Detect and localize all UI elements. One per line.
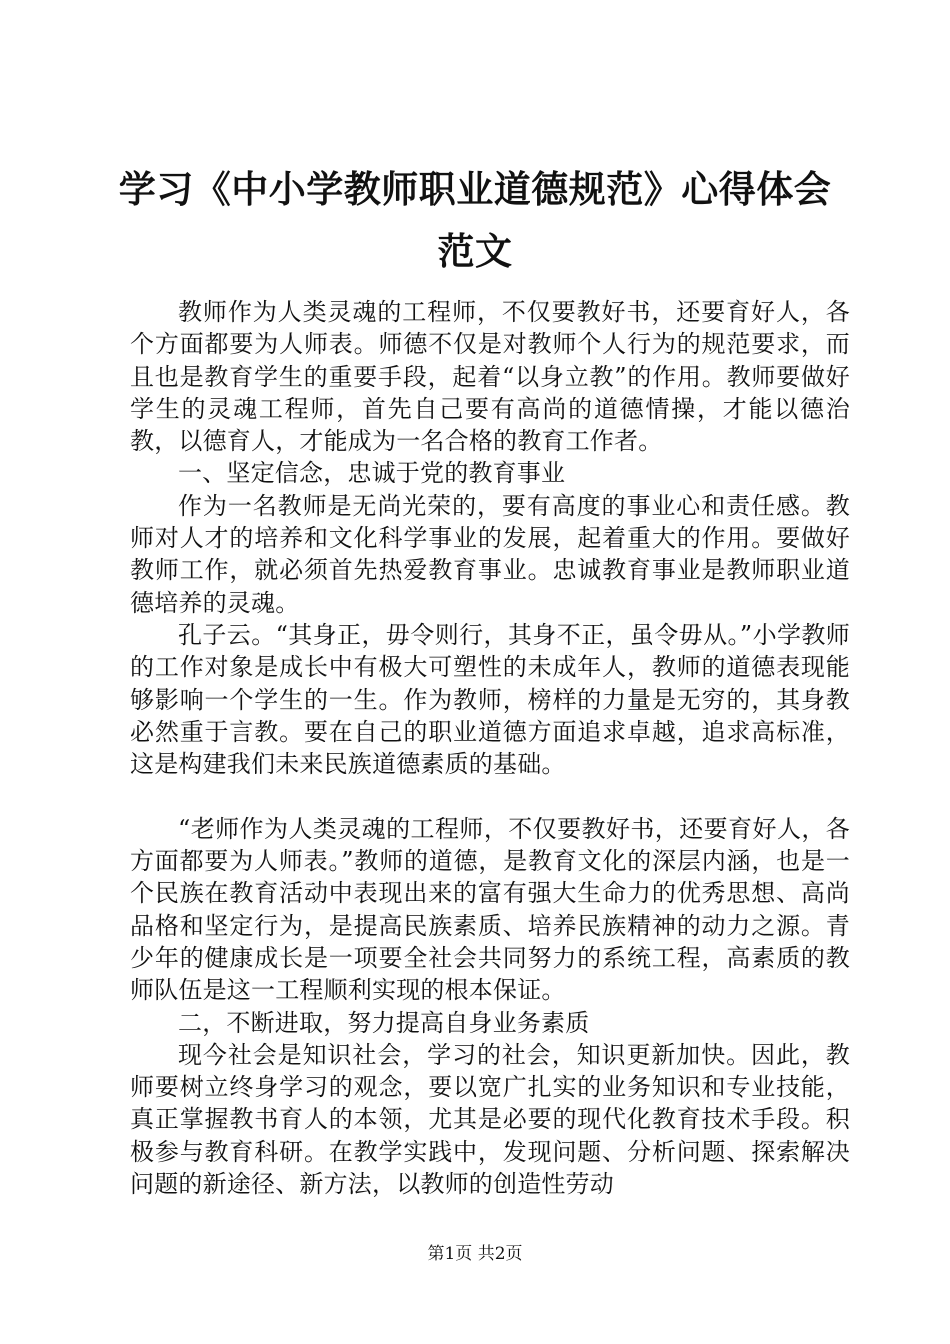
- paragraph-lifelong-learning: 现今社会是知识社会，学习的社会，知识更新加快。因此，教师要树立终身学习的观念，要以宽广扎实的业务知识和专业技能，真正掌握教书育人的本领，尤其是必要的现代化教育技术手段。积极参与教育科研。在教学实践中，发现问题、分析问题、探索解决问题的新途径、新方法，以教师的创造性劳动: [130, 1040, 850, 1199]
- paragraph-confucius: 孔子云。“其身正，毋令则行，其身不正，虽令毋从。”小学教师的工作对象是成长中有极大可塑性的未成年人，教师的道德表现能够影响一个学生的一生。作为教师，榜样的力量是无穷的，其身教必然重于言教。要在自己的职业道德方面追求卓越，追求高标准，这是构建我们未来民族道德素质的基础。: [130, 620, 850, 779]
- section-heading-1: 一、坚定信念，忠诚于党的教育事业: [178, 459, 566, 488]
- document-body: [130, 296, 850, 1200]
- document-title: 学习《中小学教师职业道德规范》心得体会范文: [118, 167, 832, 273]
- paragraph-teacher-quote: “老师作为人类灵魂的工程师，不仅要教好书，还要育好人，各方面都要为人师表。”教师的道德，是教育文化的深层内涵，也是一个民族在教育活动中表现出来的富有强大生命力的优秀思想、高尚品格和坚定行为，是提高民族素质、培养民族精神的动力之源。青少年的健康成长是一项要全社会共同努力的系统工程，高素质的教师队伍是这一工程顺利实现的根本保证。: [130, 814, 850, 1005]
- page-number-footer: 第1页 共2页: [427, 1244, 523, 1264]
- section-heading-2: 二，不断进取，努力提高自身业务素质: [178, 1008, 590, 1037]
- paragraph-dedication: 作为一名教师是无尚光荣的，要有高度的事业心和责任感。教师对人才的培养和文化科学事业的发展，起着重大的作用。要做好教师工作，就必须首先热爱教育事业。忠诚教育事业是教师职业道德培养的灵魂。: [130, 491, 850, 617]
- paragraph-gap: [130, 780, 850, 812]
- paragraph-intro: 教师作为人类灵魂的工程师，不仅要教好书，还要育好人，各个方面都要为人师表。师德不仅是对教师个人行为的规范要求，而且也是教育学生的重要手段，起着“以身立教”的作用。教师要做好学生的灵魂工程师，首先自己要有高尚的道德情操，才能以德治教，以德育人，才能成为一名合格的教育工作者。: [130, 298, 850, 456]
